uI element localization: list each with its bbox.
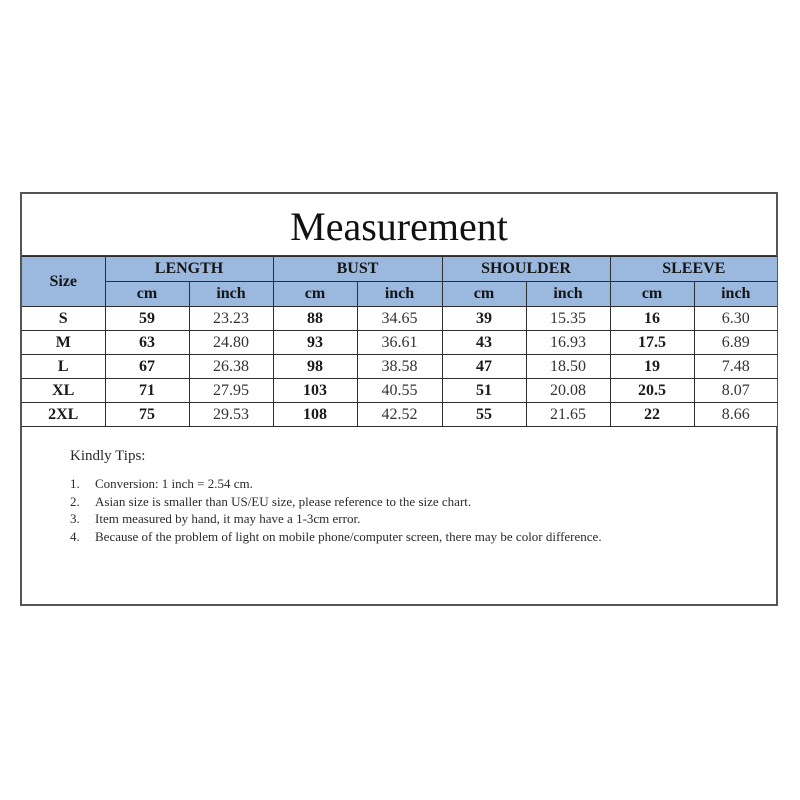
tip-text: Because of the problem of light on mobile phone/computer screen, there may be color difference. xyxy=(95,528,602,544)
bust-header: BUST xyxy=(273,257,442,282)
group-header-row xyxy=(22,257,777,282)
shoulder-cm: 43 xyxy=(442,331,526,355)
shoulder-inch: 15.35 xyxy=(526,307,610,331)
length-cm: 67 xyxy=(105,355,189,379)
shoulder-cm: 39 xyxy=(442,307,526,331)
length-inch: 23.23 xyxy=(189,307,273,331)
chart-title: Measurement xyxy=(22,194,776,256)
tip-number: 1. xyxy=(70,476,80,491)
bust-cm: 103 xyxy=(273,379,357,403)
bust-cm-header: cm xyxy=(273,282,357,307)
bust-inch: 40.55 xyxy=(357,379,442,403)
bust-inch: 34.65 xyxy=(357,307,442,331)
length-cm: 59 xyxy=(105,307,189,331)
size-label: S xyxy=(22,307,105,331)
shoulder-cm-header: cm xyxy=(442,282,526,307)
sleeve-inch: 7.48 xyxy=(694,355,777,379)
bust-inch: 42.52 xyxy=(357,403,442,427)
length-inch: 24.80 xyxy=(189,331,273,355)
sleeve-cm: 17.5 xyxy=(610,331,694,355)
unit-header-row xyxy=(22,282,777,307)
bust-cm: 98 xyxy=(273,355,357,379)
sleeve-cm: 16 xyxy=(610,307,694,331)
tip-item xyxy=(70,510,670,528)
size-label: L xyxy=(22,355,105,379)
tips-title: Kindly Tips: xyxy=(70,448,146,464)
shoulder-inch-header: inch xyxy=(526,282,610,307)
sleeve-cm: 20.5 xyxy=(610,379,694,403)
shoulder-header: SHOULDER xyxy=(442,257,610,282)
bust-inch: 36.61 xyxy=(357,331,442,355)
length-cm-header: cm xyxy=(105,282,189,307)
tip-item xyxy=(70,493,670,511)
table-row xyxy=(22,355,777,379)
length-cm: 75 xyxy=(105,403,189,427)
tip-number: 4. xyxy=(70,528,80,544)
length-cm: 63 xyxy=(105,331,189,355)
sleeve-inch: 6.89 xyxy=(694,331,777,355)
size-chart-frame xyxy=(20,192,778,606)
sleeve-cm: 22 xyxy=(610,403,694,427)
table-row xyxy=(22,331,777,355)
size-label: M xyxy=(22,331,105,355)
tip-text: Conversion: 1 inch = 2.54 cm. xyxy=(95,476,253,491)
shoulder-cm: 51 xyxy=(442,379,526,403)
shoulder-cm: 55 xyxy=(442,403,526,427)
size-label: 2XL xyxy=(22,403,105,427)
kindly-tips xyxy=(70,448,670,545)
bust-cm: 93 xyxy=(273,331,357,355)
sleeve-inch: 6.30 xyxy=(694,307,777,331)
length-cm: 71 xyxy=(105,379,189,403)
table-row xyxy=(22,379,777,403)
table-row xyxy=(22,307,777,331)
sleeve-cm-header: cm xyxy=(610,282,694,307)
length-inch: 29.53 xyxy=(189,403,273,427)
bust-cm: 108 xyxy=(273,403,357,427)
bust-inch-header: inch xyxy=(357,282,442,307)
size-column-header: Size xyxy=(22,257,105,307)
table-row xyxy=(22,403,777,427)
sleeve-inch-header: inch xyxy=(694,282,777,307)
tip-number: 2. xyxy=(70,493,80,509)
tip-item xyxy=(70,528,670,546)
length-header: LENGTH xyxy=(105,257,273,282)
shoulder-cm: 47 xyxy=(442,355,526,379)
sleeve-cm: 19 xyxy=(610,355,694,379)
bust-cm: 88 xyxy=(273,307,357,331)
tip-item xyxy=(70,475,670,493)
sleeve-header: SLEEVE xyxy=(610,257,777,282)
shoulder-inch: 20.08 xyxy=(526,379,610,403)
length-inch: 27.95 xyxy=(189,379,273,403)
sleeve-inch: 8.07 xyxy=(694,379,777,403)
length-inch: 26.38 xyxy=(189,355,273,379)
tip-number: 3. xyxy=(70,511,80,526)
sleeve-inch: 8.66 xyxy=(694,403,777,427)
tips-list xyxy=(70,475,670,545)
tip-text: Item measured by hand, it may have a 1-3cm error. xyxy=(95,511,361,526)
size-label: XL xyxy=(22,379,105,403)
shoulder-inch: 16.93 xyxy=(526,331,610,355)
tip-text: Asian size is smaller than US/EU size, please reference to the size chart. xyxy=(95,493,472,509)
length-inch-header: inch xyxy=(189,282,273,307)
shoulder-inch: 18.50 xyxy=(526,355,610,379)
size-table xyxy=(22,256,777,427)
shoulder-inch: 21.65 xyxy=(526,403,610,427)
bust-inch: 38.58 xyxy=(357,355,442,379)
